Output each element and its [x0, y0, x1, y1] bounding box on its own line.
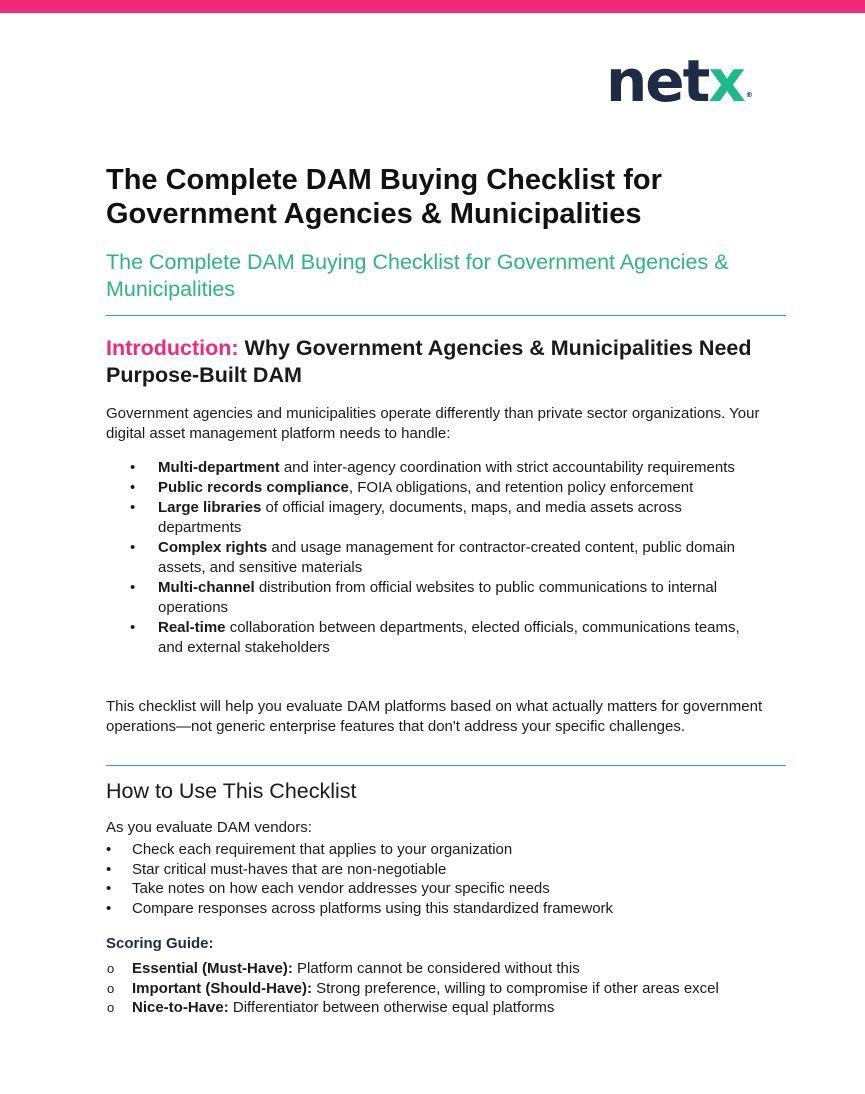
bullet-text: distribution from official websites to public communications to internal operations	[158, 579, 718, 616]
list-item	[106, 458, 746, 478]
scoring-text: Strong preference, willing to compromise if other areas excel	[312, 979, 719, 997]
bullet-icon: •	[106, 860, 112, 878]
logo-x: x	[708, 47, 744, 115]
bullet-text: and inter-agency coordination with strict accountability requirements	[279, 459, 735, 476]
page-subtitle: The Complete DAM Buying Checklist for Government Agencies & Municipalities	[106, 250, 729, 301]
list-item	[106, 979, 786, 999]
bullet-icon: •	[106, 899, 112, 917]
intro-closing: This checklist will help you evaluate DAM platforms based on what actually matters for government operations—not generic enterprise features that don't address your specific challenges.	[106, 698, 763, 735]
how-to-bullet-list	[106, 840, 786, 918]
list-item	[106, 840, 786, 860]
scoring-label: Important (Should-Have):	[132, 979, 312, 997]
bullet-bold: Large libraries	[158, 499, 262, 516]
circle-bullet-icon: o	[107, 1000, 115, 1015]
intro-heading-prefix: Introduction:	[106, 336, 239, 360]
bullet-text: , FOIA obligations, and retention policy enforcement	[348, 479, 694, 496]
bullet-text: Compare responses across platforms using this standardized framework	[132, 899, 614, 917]
scoring-label: Essential (Must-Have):	[132, 960, 293, 977]
bullet-text: of official imagery, documents, maps, and media assets across departments	[158, 499, 682, 536]
list-item	[106, 618, 746, 658]
top-accent-bar	[0, 0, 865, 13]
scoring-label: Nice-to-Have:	[132, 999, 229, 1016]
bullet-bold: Public records compliance	[158, 479, 349, 496]
circle-bullet-icon: o	[107, 961, 115, 976]
bullet-bold: Multi-department	[158, 459, 280, 476]
how-to-lead: As you evaluate DAM vendors:	[106, 819, 312, 836]
list-item	[106, 899, 786, 919]
list-item	[106, 860, 786, 880]
list-item	[106, 578, 746, 618]
bullet-bold: Multi-channel	[158, 579, 255, 596]
bullet-icon: •	[130, 619, 136, 636]
page-title: The Complete DAM Buying Checklist for Government Agencies & Municipalities	[106, 164, 662, 230]
divider-middle	[106, 765, 786, 766]
intro-heading	[106, 335, 786, 389]
scoring-heading: Scoring Guide:	[106, 935, 214, 952]
bullet-text: Star critical must-haves that are non-negotiable	[132, 860, 447, 878]
how-to-heading: How to Use This Checklist	[106, 779, 357, 803]
bullet-icon: •	[130, 539, 136, 556]
bullet-text: Take notes on how each vendor addresses your specific needs	[132, 880, 550, 897]
bullet-text: Check each requirement that applies to your organization	[132, 841, 513, 858]
list-item	[106, 538, 746, 578]
bullet-icon: •	[130, 499, 136, 516]
bullet-bold: Real-time	[158, 619, 226, 636]
scoring-list	[106, 959, 786, 1018]
logo-trademark: ®	[745, 91, 753, 99]
bullet-bold: Complex rights	[158, 539, 268, 556]
list-item	[106, 498, 746, 538]
scoring-text: Platform cannot be considered without this	[292, 960, 580, 977]
circle-bullet-icon: o	[107, 980, 115, 996]
divider-top	[106, 315, 786, 316]
logo-text: net	[606, 47, 709, 115]
bullet-icon: •	[130, 459, 136, 476]
bullet-icon: •	[130, 479, 136, 496]
bullet-icon: •	[106, 880, 112, 897]
netx-logo	[606, 47, 753, 115]
list-item	[106, 879, 786, 899]
bullet-icon: •	[130, 579, 136, 596]
list-item	[106, 478, 746, 498]
intro-lead: Government agencies and municipalities operate differently than private sector organizations. Your digital asset management platform needs to handle:	[106, 405, 760, 442]
scoring-text: Differentiator between otherwise equal platforms	[228, 999, 555, 1016]
bullet-icon: •	[106, 841, 112, 858]
intro-bullet-list	[106, 458, 746, 658]
intro-heading-text: Why Government Agencies & Municipalities Need Purpose-Built DAM	[106, 336, 752, 387]
list-item	[106, 959, 786, 979]
bullet-text: collaboration between departments, elected officials, communications teams, and external stakeholders	[158, 619, 740, 656]
bullet-text: and usage management for contractor-created content, public domain assets, and sensitive materials	[158, 539, 735, 576]
list-item	[106, 998, 786, 1018]
